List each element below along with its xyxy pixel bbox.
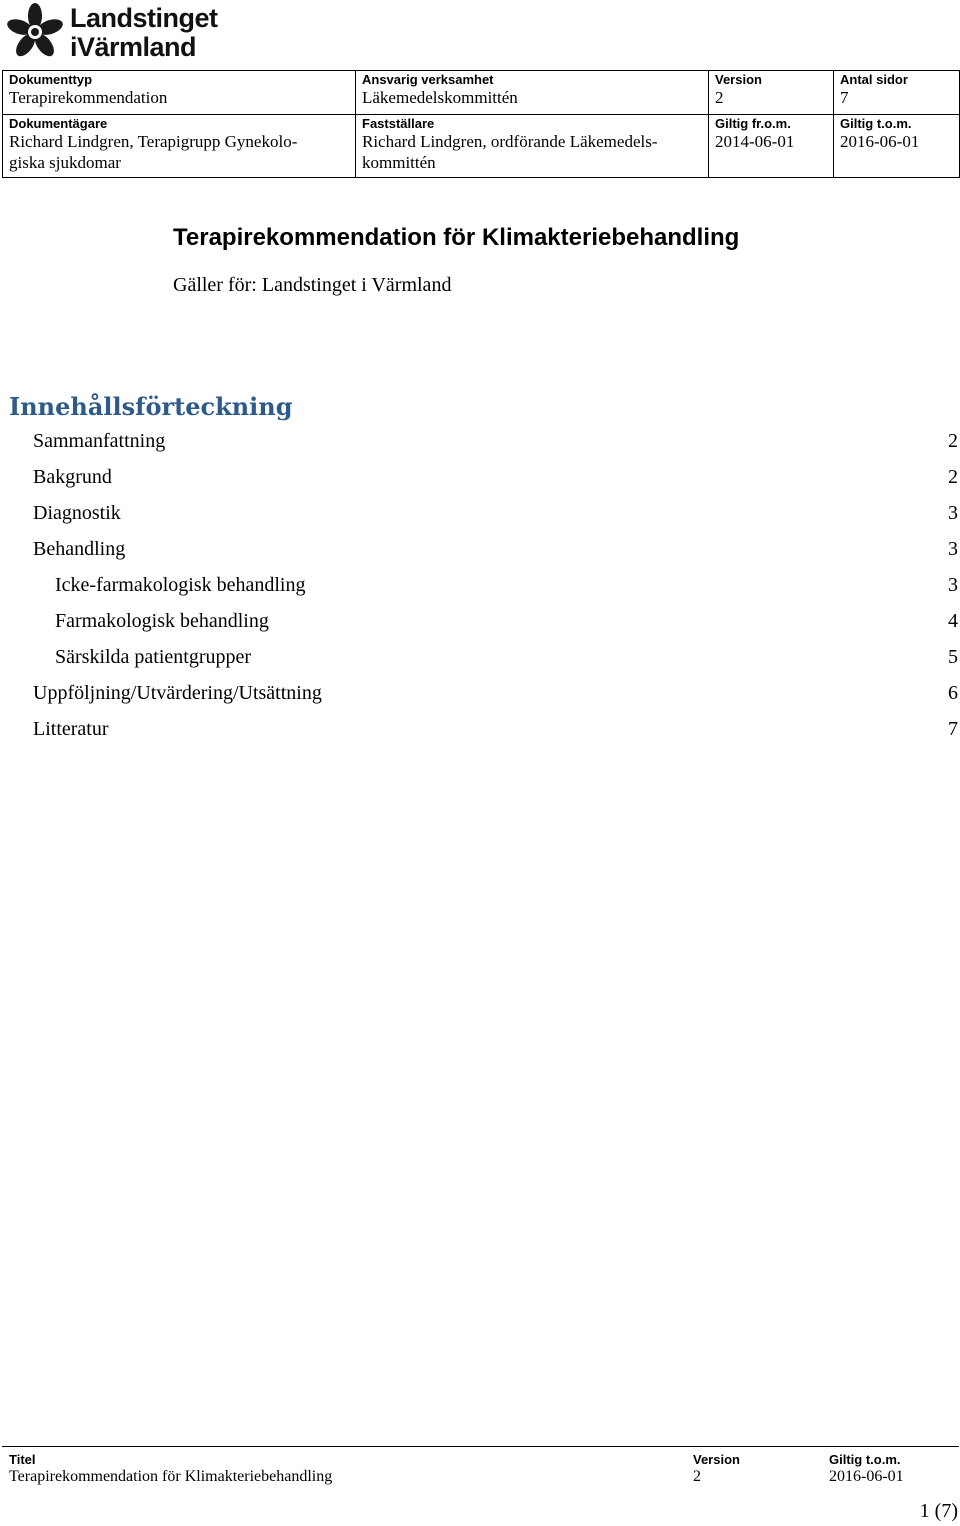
responsible-cell — [356, 71, 709, 115]
toc-entry-title: Särskilda patientgrupper — [55, 646, 252, 668]
toc-entry-title: Litteratur — [33, 718, 109, 740]
toc-entry-page: 7 — [948, 718, 958, 740]
landstinget-logo — [6, 2, 236, 64]
responsible-label: Ansvarig verksamhet — [362, 72, 494, 87]
flower-emblem-icon — [6, 2, 64, 62]
toc-entry-title: Diagnostik — [33, 502, 121, 524]
toc-entry-page: 6 — [948, 682, 958, 704]
valid-from-label: Giltig fr.o.m. — [715, 116, 791, 131]
toc-heading: Innehållsförteckning — [9, 392, 293, 421]
toc-entry[interactable] — [0, 676, 960, 712]
doc-type-cell — [3, 71, 356, 115]
logo-wordmark — [70, 4, 218, 62]
valid-from-value: 2014-06-01 — [715, 132, 795, 151]
toc-subentry[interactable] — [0, 640, 960, 676]
toc-entry-page: 3 — [948, 574, 958, 596]
footer-version-value: 2 — [693, 1468, 701, 1485]
toc-entry[interactable] — [0, 496, 960, 532]
logo-line-2: iVärmland — [70, 32, 197, 62]
toc-entry-page: 2 — [948, 466, 958, 488]
approver-value-line2: kommittén — [362, 153, 436, 172]
footer-valid-to-label: Giltig t.o.m. — [829, 1452, 901, 1467]
valid-to-cell — [834, 115, 960, 178]
responsible-value: Läkemedelskommittén — [362, 88, 518, 107]
toc-entry[interactable] — [0, 532, 960, 568]
valid-to-value: 2016-06-01 — [840, 132, 920, 151]
toc-entry-title: Behandling — [33, 538, 126, 560]
toc-entry-title: Uppföljning/Utvärdering/Utsättning — [33, 682, 322, 704]
owner-cell — [3, 115, 356, 178]
owner-label: Dokumentägare — [9, 116, 108, 131]
toc-subentry[interactable] — [0, 604, 960, 640]
document-metadata-table — [2, 70, 960, 178]
toc-entry[interactable] — [0, 460, 960, 496]
doc-type-label: Dokumenttyp — [9, 72, 93, 87]
table-of-contents — [0, 424, 960, 748]
valid-to-label: Giltig t.o.m. — [840, 116, 912, 131]
footer-title-label: Titel — [9, 1452, 36, 1467]
valid-from-cell — [709, 115, 834, 178]
logo-line-1: Landstinget — [70, 3, 218, 33]
applies-to: Gäller för: Landstinget i Värmland — [173, 274, 452, 296]
toc-entry-page: 3 — [948, 538, 958, 560]
toc-entry-title: Icke-farmakologisk behandling — [55, 574, 306, 596]
toc-entry[interactable] — [0, 424, 960, 460]
toc-entry-page: 5 — [948, 646, 958, 668]
page-number: 1 (7) — [919, 1500, 958, 1522]
version-label: Version — [715, 72, 762, 87]
toc-entry-title: Bakgrund — [33, 466, 112, 488]
toc-entry-title: Sammanfattning — [33, 430, 166, 452]
footer-divider — [2, 1446, 959, 1447]
pages-value: 7 — [840, 88, 849, 107]
version-value: 2 — [715, 88, 724, 107]
approver-cell — [356, 115, 709, 178]
toc-entry-page: 3 — [948, 502, 958, 524]
footer-version-label: Version — [693, 1452, 740, 1467]
toc-entry-page: 2 — [948, 430, 958, 452]
toc-entry-title: Farmakologisk behandling — [55, 610, 269, 632]
approver-label: Fastställare — [362, 116, 435, 131]
owner-value-line2: giska sjukdomar — [9, 153, 121, 172]
footer-title-value: Terapirekommendation för Klimakteriebehandling — [9, 1468, 333, 1485]
toc-entry-page: 4 — [948, 610, 958, 632]
pages-label: Antal sidor — [840, 72, 908, 87]
approver-value-line1: Richard Lindgren, ordförande Läkemedels- — [362, 132, 658, 151]
doc-type-value: Terapirekommendation — [9, 88, 168, 107]
pages-cell — [834, 71, 960, 115]
toc-entry[interactable] — [0, 712, 960, 748]
owner-value-line1: Richard Lindgren, Terapigrupp Gynekolo- — [9, 132, 298, 151]
footer-valid-to-value: 2016-06-01 — [829, 1468, 904, 1485]
toc-subentry[interactable] — [0, 568, 960, 604]
version-cell — [709, 71, 834, 115]
document-title: Terapirekommendation för Klimakteriebehandling — [173, 224, 740, 251]
